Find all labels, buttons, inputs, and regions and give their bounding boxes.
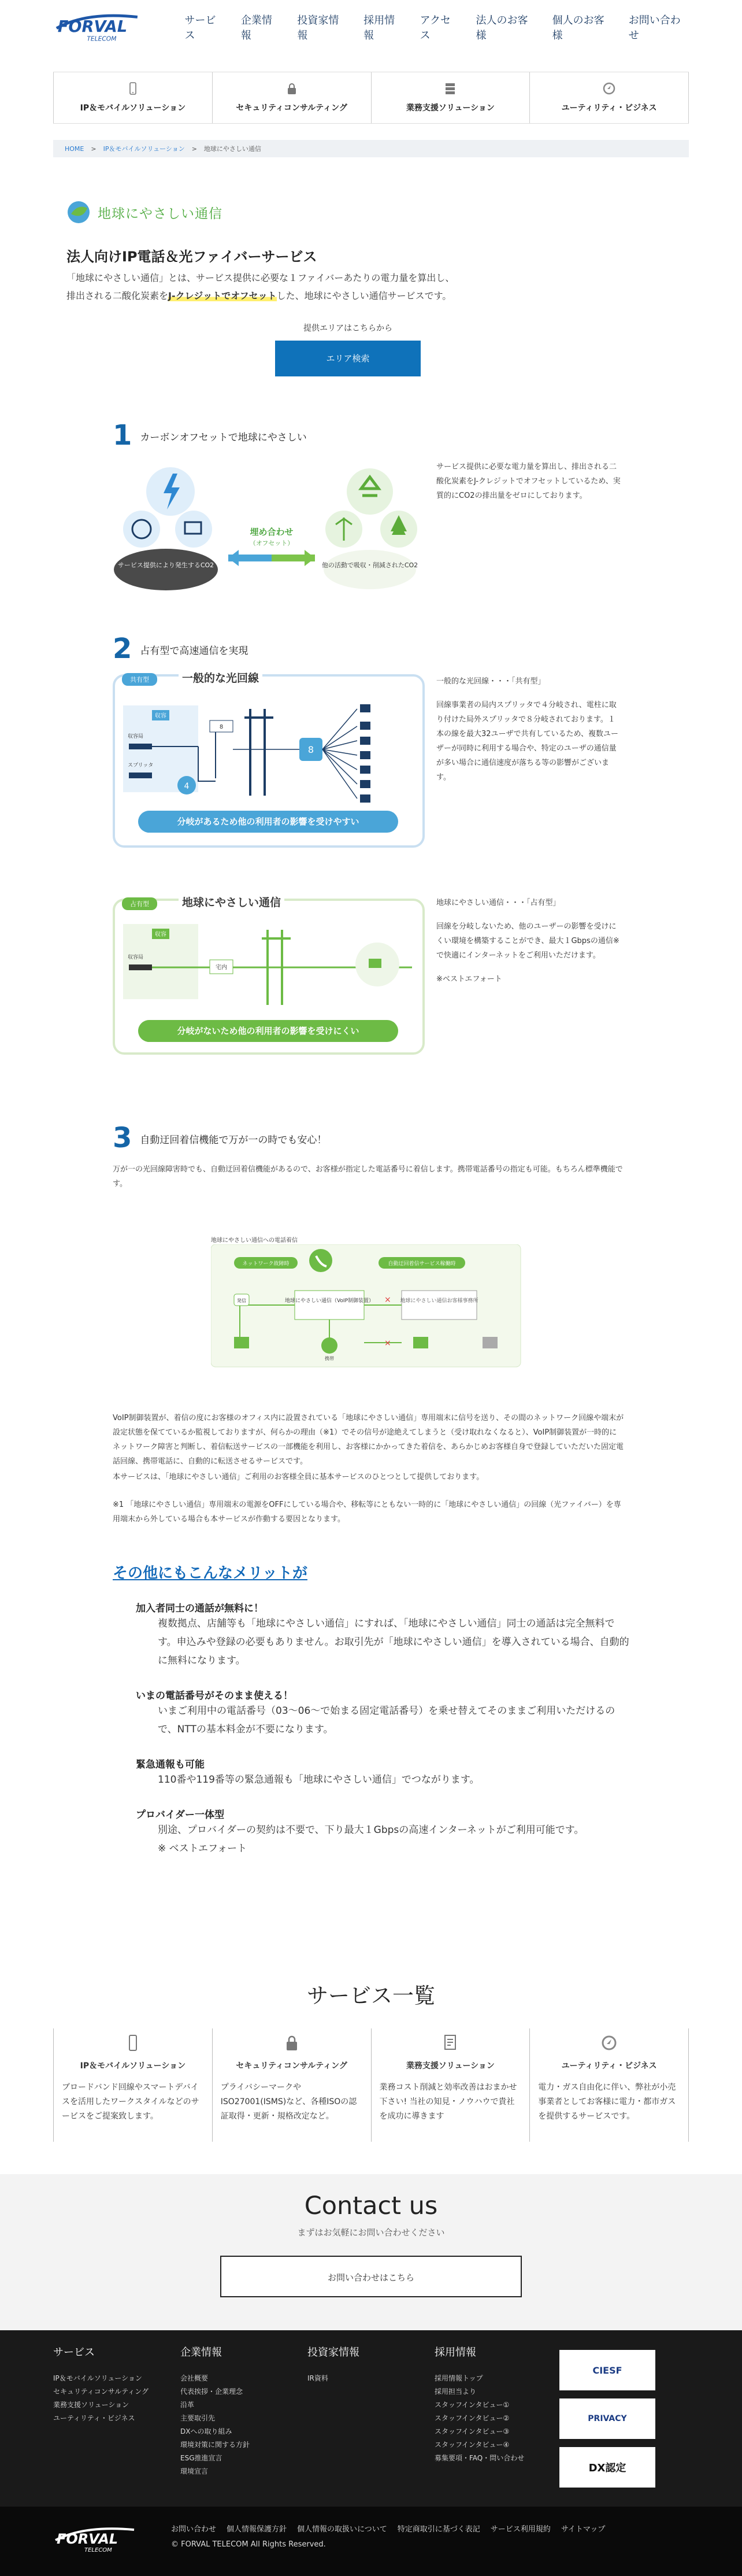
mobile-icon: [125, 2034, 140, 2052]
svg-text:収容: 収容: [155, 932, 166, 938]
panel-title: 一般的な光回線: [179, 670, 262, 685]
svg-text:収容局: 収容局: [128, 734, 144, 740]
footer-bottom: [0, 2507, 742, 2576]
contact-button[interactable]: お問い合わせはこちら: [220, 2256, 522, 2297]
footer-link[interactable]: 募集要項・FAQ・問い合わせ: [435, 2454, 525, 2462]
site-header: [0, 0, 742, 53]
shared-line-diagram: [123, 697, 412, 807]
footer-link[interactable]: スタッフインタビュー①: [435, 2401, 510, 2409]
document-icon: [443, 2034, 458, 2052]
auto-forward-text-1: VoIP制御装置が、着信の度にお客様のオフィス内に設置されている「地球にやさしい通信」専用端末に信号を送り、その間のネットワーク回線や端末が設定状態を保てているか監視しておりますが、何らかの理由（※1）でその信号が途絶えてしまうと（受け取れなくなると）、VoIP制御装置が一時的にネットワーク障害と判断し、着信転送サービスの一部機能を利用し、お客様にかかってきた着信を、あらかじめお客様自身で登録していただいた固定電話回線、携帯電話に、自動的に転送させるサービスです。: [113, 1414, 624, 1466]
svg-text:携帯: 携帯: [325, 1356, 334, 1361]
service-title: IP＆モバイルソリューション: [80, 2061, 186, 2071]
merit-heading: プロバイダー一体型: [136, 1809, 224, 1821]
feature-number: 2: [113, 633, 132, 665]
footer-legal-link[interactable]: 個人情報保護方針: [227, 2525, 287, 2534]
nav-company[interactable]: 企業情報: [240, 14, 272, 42]
j-credit-highlight: J-クレジットでオフセット: [168, 290, 277, 301]
category-security[interactable]: [212, 72, 371, 123]
svg-text:地球にやさしい通信（VoIP制御装置）: 地球にやさしい通信（VoIP制御装置）: [284, 1298, 374, 1304]
global-nav: [184, 12, 689, 42]
merit-heading: いまの電話番号がそのまま使える！: [136, 1690, 293, 1702]
auto-forward-text-2: 本サービスは、「地球にやさしい通信」ご利用のお客様全員に基本サービスのひとつとして提供しております。: [113, 1473, 484, 1481]
feature-number: 1: [113, 419, 132, 452]
dedicated-line-heading: 地球にやさしい通信・・・「占有型」: [436, 899, 561, 907]
merit-text: 110番や119番等の緊急通報も「地球にやさしい通信」でつながります。: [158, 1774, 480, 1786]
merit-text: 複数拠点、店舗等も「地球にやさしい通信」にすれば、「地球にやさしい通信」同士の通話は完全無料です。申込みや登録の必要もありません。お取引先が「地球にやさしい通信」を導入されている場合、自動的に無料になります。: [158, 1618, 629, 1666]
svg-text:FORVAL: FORVAL: [57, 2531, 118, 2547]
merit-text: 別途、プロバイダーの契約は不要で、下り最大１Gbpsの高速インターネットがご利用可能です。: [158, 1824, 584, 1836]
feature-number: 3: [113, 1122, 132, 1154]
nav-service[interactable]: サービス: [184, 14, 216, 42]
feature-text: サービス提供に必要な電力量を算出し、排出される二酸化炭素をJ-クレジットでオフセットしているため、実質的にCO2の排出量をゼロにしております。: [436, 463, 621, 500]
panel-caption: 分岐があるため他の利用者の影響を受けやすい: [138, 811, 398, 833]
footer-link[interactable]: セキュリティコンサルティング: [53, 2387, 149, 2396]
feature-heading: 自動迂回着信機能で万が一の時でも安心！: [140, 1134, 327, 1146]
area-search-button[interactable]: エリア検索: [275, 341, 421, 376]
utility-icon: [603, 82, 615, 95]
feature-heading: 占有型で高速通信を実現: [140, 645, 248, 657]
carbon-offset-diagram: [113, 460, 425, 610]
footer-legal-link[interactable]: サイトマップ: [561, 2525, 606, 2534]
pc-icon: [369, 959, 381, 968]
service-title: ユーティリティ・ビジネス: [561, 2061, 657, 2071]
copyright: © FORVAL TELECOM All Rights Reserved.: [171, 2540, 326, 2549]
footer-legal-link[interactable]: 特定商取引に基づく表記: [397, 2525, 480, 2534]
auto-forward-diagram: [211, 1235, 523, 1368]
footer-link[interactable]: 採用担当より: [435, 2387, 477, 2396]
svg-text:収容: 収容: [155, 713, 166, 719]
dedicated-line-text: 回線を分岐しないため、他のユーザーの影響を受けにくい環境を構築することができ、最大１Gbpsの通信※で快適にインターネットをご利用いただけます。: [436, 922, 619, 960]
shared-line-text: 回線事業者の局内スプリッタで４分岐され、電柱に取り付けた局外スプリッタで８分岐されております。１本の線を最大32ユーザで共有しているため、複数ユーザーが同時に利用する場合や、特定のユーザの通信量が多い場合に通信速度が落ちる等の影響がございます。: [436, 701, 619, 782]
footer-link[interactable]: 沿革: [180, 2401, 195, 2409]
svg-text:8: 8: [307, 744, 314, 755]
svg-text:スプリッタ: スプリッタ: [128, 763, 154, 768]
service-title: 業務支援ソリューション: [406, 2061, 495, 2071]
dedicated-line-panel: [113, 896, 425, 1055]
category-ip-mobile[interactable]: [53, 72, 212, 123]
footer-link[interactable]: スタッフインタビュー③: [435, 2427, 510, 2435]
breadcrumb-current: 地球にやさしい通信: [203, 145, 261, 153]
diagram-label-left: サービス提供により発生するCO2: [117, 561, 214, 569]
contact-subtitle: まずはお気軽にお問い合わせください: [297, 2227, 445, 2238]
contact-title: Contact us: [304, 2191, 438, 2220]
dedicated-line-text-block: [436, 896, 621, 986]
svg-text:TELECOM: TELECOM: [84, 2547, 112, 2553]
server-icon: [444, 82, 457, 95]
diagram-label-mid: 埋め合わせ: [250, 527, 294, 537]
feature-carbon-offset: [113, 419, 621, 569]
merit-note: ※ ベストエフォート: [158, 1843, 247, 1854]
diagram-label-right: 他の活動で吸収・削減されたCO2: [321, 561, 418, 569]
breadcrumb: HOME > IP＆モバイルソリューション > 地球にやさしい通信: [53, 140, 689, 157]
service-desc: ブロードバンド回線やスマートデバイスを活用したワークスタイルなどのサービスをご提案致します。: [62, 2083, 199, 2121]
category-label: IP＆モバイルソリューション: [80, 104, 186, 113]
category-utility[interactable]: [529, 72, 689, 123]
forval-footer-logo[interactable]: [53, 2523, 140, 2555]
logo-sub: TELECOM: [87, 35, 117, 43]
merit-text: いまご利用中の電話番号（03〜06〜で始まる固定電話番号）を乗せ替えてそのままご利用いただけるので、NTTの基本料金が不要になります。: [158, 1705, 615, 1735]
svg-text:宅内: 宅内: [216, 964, 227, 971]
privacy-mark-badge[interactable]: PRIVACY: [559, 2398, 655, 2439]
category-business[interactable]: [371, 72, 530, 123]
footer-link[interactable]: 主要取引先: [180, 2414, 216, 2422]
page-subtitle: 法人向けIP電話＆光ファイバーサービス: [66, 249, 317, 265]
merit-heading: 緊急通報も可能: [136, 1759, 205, 1771]
service-card-utility[interactable]: [529, 2028, 689, 2142]
footer-link[interactable]: 環境対策に関する方針: [180, 2441, 250, 2449]
intro-section: [0, 200, 742, 376]
site-footer: [0, 2330, 742, 2576]
cross-mark-icon: ×: [384, 1339, 391, 1348]
dedicated-line-diagram: [123, 924, 412, 1011]
nav-personal[interactable]: 個人のお客様: [552, 14, 604, 42]
footer-col-ir: 投資家情報 IR資料: [307, 2344, 359, 2385]
footer-legal-links: [171, 2523, 605, 2534]
footer-link[interactable]: スタッフインタビュー④: [435, 2441, 510, 2449]
footer-col-services: サービス IP＆モバイルソリューション セキュリティコンサルティング 業務支援ソリューション ユーティリティ・ビジネス: [53, 2344, 149, 2425]
title-logo: [66, 200, 629, 224]
feature-dedicated-line: [113, 633, 621, 1036]
breadcrumb-ip-mobile[interactable]: IP＆モバイルソリューション: [103, 145, 185, 153]
panel-caption: 分岐がないため他の利用者の影響を受けにくい: [138, 1020, 398, 1042]
footer-link[interactable]: DXへの取り組み: [180, 2427, 232, 2435]
panel-title: 地球にやさしい通信: [179, 894, 284, 910]
category-label: 業務支援ソリューション: [406, 104, 495, 113]
lock-icon: [284, 2034, 299, 2052]
category-label: セキュリティコンサルティング: [236, 104, 347, 113]
service-card-ip-mobile[interactable]: [53, 2028, 212, 2142]
shared-line-panel: [113, 674, 425, 848]
area-search-caption: 提供エリアはこちらから: [303, 324, 392, 333]
footer-link[interactable]: 環境宣言: [180, 2467, 209, 2475]
title-logo-text: 地球にやさしい通信: [98, 206, 222, 221]
footer-legal-link[interactable]: お問い合わせ: [171, 2525, 217, 2534]
service-card-business[interactable]: [371, 2028, 530, 2142]
service-title: セキュリティコンサルティング: [236, 2061, 347, 2071]
merits-title: その他にもこんなメリットが: [113, 1565, 307, 1582]
panel-tag: 共有型: [122, 673, 157, 686]
svg-text:4: 4: [184, 782, 190, 791]
contact-section: [0, 2174, 742, 2330]
footer-link[interactable]: ユーティリティ・ビジネス: [53, 2414, 135, 2422]
footer-col-recruit: 採用情報 採用情報トップ 採用担当より スタッフインタビュー① スタッフインタビュー② スタッフインタビュー③ スタッフインタビュー④ 募集要項・FAQ・問い合わせ: [435, 2344, 524, 2465]
footer-link[interactable]: 会社概要: [180, 2374, 209, 2382]
footer-link[interactable]: 業務支援ソリューション: [53, 2401, 129, 2409]
shared-line-text-block: [436, 674, 621, 785]
phone-icon: [309, 1249, 332, 1272]
nav-contact[interactable]: お問い合わせ: [628, 14, 681, 42]
services-title: サービス一覧: [307, 1983, 435, 2008]
auto-forward-note: ※1 「地球にやさしい通信」専用端末の電源をOFFにしている場合や、移転等にともない一時的に「地球にやさしい通信」の回線（光ファイバー）を専用端末から外している場合も本サービスが作動する要因となります。: [113, 1500, 621, 1524]
svg-text:発信: 発信: [237, 1298, 246, 1303]
breadcrumb-home[interactable]: HOME: [65, 145, 84, 153]
svg-text:8: 8: [219, 724, 224, 730]
nav-access[interactable]: アクセス: [420, 14, 451, 42]
diagram-title: 地球にやさしい通信への電話着信: [211, 1237, 298, 1244]
lock-icon: [285, 82, 298, 95]
footer-link[interactable]: IR資料: [307, 2374, 328, 2382]
dedicated-line-note: ※ベストエフォート: [436, 975, 502, 984]
utility-icon: [602, 2034, 617, 2052]
services-list: [53, 2028, 689, 2142]
nav-recruit[interactable]: 採用情報: [363, 14, 395, 42]
dx-certified-badge[interactable]: DX認定: [559, 2447, 655, 2488]
service-card-security[interactable]: [212, 2028, 371, 2142]
svg-text:自動迂回着信サービス稼働時: 自動迂回着信サービス稼働時: [388, 1261, 456, 1267]
feature-auto-forward: [113, 1122, 624, 1524]
globe-leaf-icon: [66, 200, 91, 224]
forval-logo[interactable]: [53, 9, 145, 45]
category-label: ユーティリティ・ビジネス: [561, 104, 657, 113]
footer-legal-link[interactable]: 個人情報の取扱いについて: [297, 2525, 387, 2534]
nav-ir[interactable]: 投資家情報: [297, 14, 339, 42]
category-menu: [53, 72, 689, 124]
svg-text:地球にやさしい通信お客様事務所: 地球にやさしい通信お客様事務所: [400, 1298, 478, 1304]
footer-link[interactable]: ESG推進宣言: [180, 2454, 222, 2462]
intro-text: 「地球にやさしい通信」とは、サービス提供に必要な１ファイバーあたりの電力量を算出し、 排出される二酸化炭素をJ-クレジットでオフセットした、地球にやさしい通信サービスです。: [66, 272, 455, 301]
panel-tag: 占有型: [122, 897, 157, 910]
footer-legal-link[interactable]: サービス利用規約: [490, 2525, 551, 2534]
mobile-icon: [127, 82, 139, 95]
cross-mark-icon: ×: [384, 1295, 391, 1304]
footer-link[interactable]: 代表挨拶・企業理念: [180, 2387, 243, 2396]
desk-phone-icon: [234, 1337, 249, 1348]
logo-text: FORVAL: [57, 17, 128, 36]
svg-text:ネットワーク故障時: ネットワーク故障時: [242, 1261, 290, 1267]
merits-section: [113, 1561, 633, 1858]
footer-link[interactable]: IP＆モバイルソリューション: [53, 2374, 142, 2382]
footer-link[interactable]: スタッフインタビュー②: [435, 2414, 510, 2422]
footer-col-company: 企業情報 会社概要 代表挨拶・企業理念 沿革 主要取引先 DXへの取り組み 環境対策に関する方針 ESG推進宣言 環境宣言: [180, 2344, 250, 2478]
ciesf-badge[interactable]: CIESF: [559, 2350, 655, 2390]
diagram-label-mid2: （オフセット）: [249, 539, 294, 547]
footer-link[interactable]: 採用情報トップ: [435, 2374, 483, 2382]
service-desc: 業務コスト削減と効率改善はおまかせ下さい! 当社の知見・ノウハウで貴社を成功に導きます: [379, 2083, 517, 2121]
service-desc: 電力・ガス自由化に伴い、弊社が小売事業者としてお客様に電力・都市ガスを提供するサービスです。: [538, 2083, 676, 2121]
service-desc: プライバシーマークやISO27001(ISMS)など、各種ISOの認証取得・更新・規格改定など。: [220, 2083, 357, 2121]
shared-line-heading: 一般的な光回線・・・「共有型」: [436, 677, 546, 686]
feature-heading: カーボンオフセットで地球にやさしい: [140, 432, 307, 443]
nav-corporate[interactable]: 法人のお客様: [476, 14, 528, 42]
svg-text:収容局: 収容局: [128, 955, 144, 960]
area-search-block: [66, 322, 629, 376]
feature-lead: 万が一の光回線障害時でも、自動迂回着信機能があるので、お客様が指定した電話番号に着信します。携帯電話番号の指定も可能。もちろん標準機能です。: [113, 1165, 623, 1188]
merit-heading: 加入者同士の通話が無料に！: [136, 1603, 264, 1614]
